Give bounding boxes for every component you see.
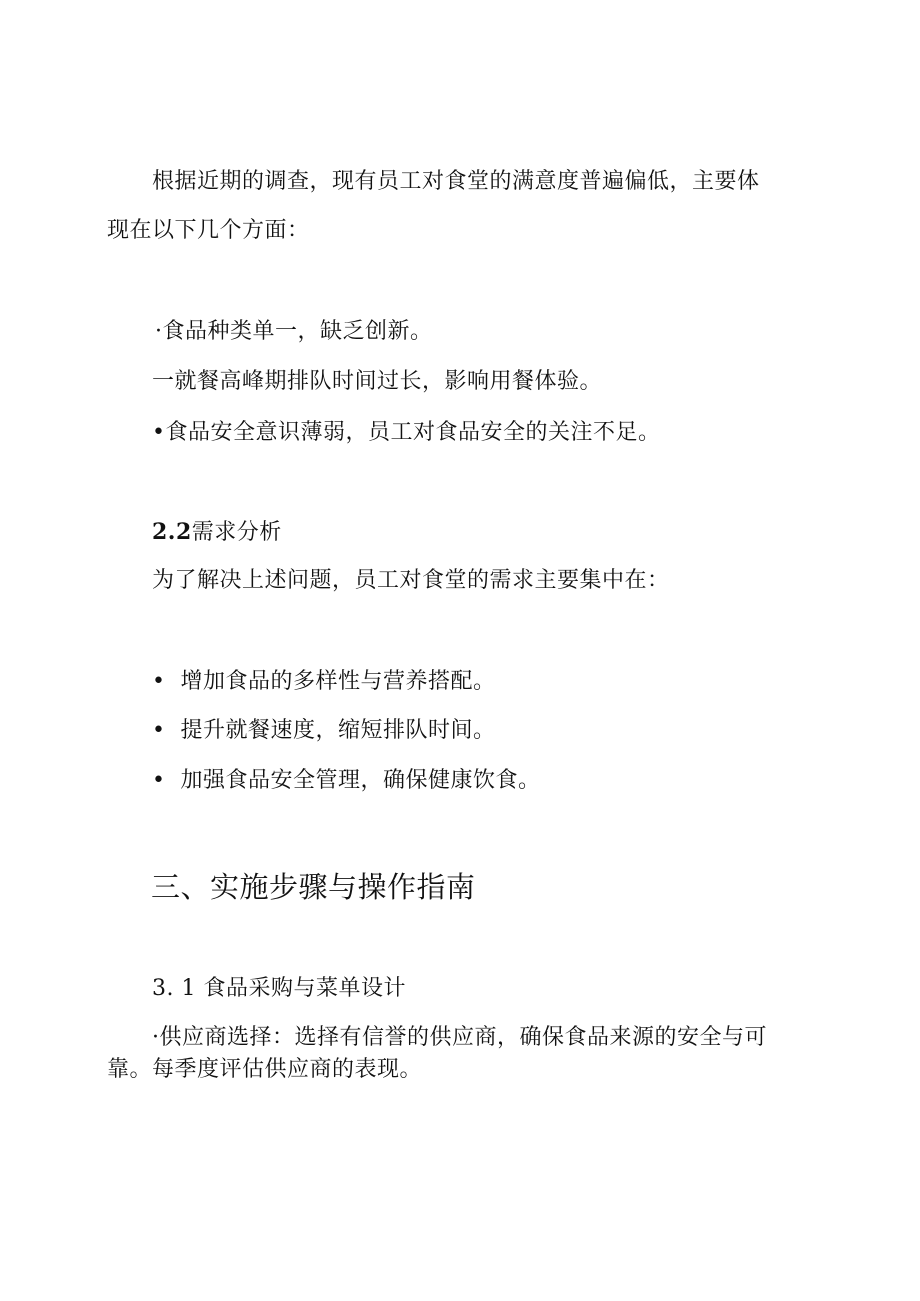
intro-line-2: 现在以下几个方面： xyxy=(107,218,310,243)
intro-line-1: 根据近期的调查，现有员工对食堂的满意度普遍偏低，主要体 xyxy=(152,169,760,194)
section-3-1-para-line-2: 靠。每季度评估供应商的表现。 xyxy=(107,1057,423,1082)
issue-text: 食品种类单一，缺乏创新。 xyxy=(162,319,433,344)
bullet-marker: • xyxy=(152,768,166,793)
section-title: 需求分析 xyxy=(191,520,282,545)
bullet-marker: • xyxy=(152,420,166,445)
need-text: 加强食品安全管理，确保健康饮食。 xyxy=(180,768,541,793)
section-3-1-para-line-1: ·供应商选择：选择有信誉的供应商，确保食品来源的安全与可 xyxy=(152,1025,767,1050)
need-item xyxy=(152,668,496,696)
section-3-1-heading: 3. 1 食品采购与菜单设计 xyxy=(152,976,406,1001)
need-text: 增加食品的多样性与营养搭配。 xyxy=(180,669,496,694)
issue-item xyxy=(152,419,661,447)
bullet-marker: · xyxy=(155,319,163,344)
need-item xyxy=(152,767,541,795)
section-2-2-intro: 为了解决上述问题，员工对食堂的需求主要集中在： xyxy=(152,568,670,593)
section-2-2-heading xyxy=(152,518,282,547)
section-3-heading: 三、实施步骤与操作指南 xyxy=(151,870,476,904)
bullet-marker: • xyxy=(152,718,166,743)
issue-item xyxy=(155,318,433,346)
issue-text: 一就餐高峰期排队时间过长，影响用餐体验。 xyxy=(152,369,603,394)
issue-text: 食品安全意识薄弱，员工对食品安全的关注不足。 xyxy=(165,420,661,445)
issue-item xyxy=(152,368,602,396)
need-text: 提升就餐速度，缩短排队时间。 xyxy=(180,718,496,743)
need-item xyxy=(152,717,496,745)
section-number: 2.2 xyxy=(152,519,192,545)
bullet-marker: • xyxy=(152,669,166,694)
